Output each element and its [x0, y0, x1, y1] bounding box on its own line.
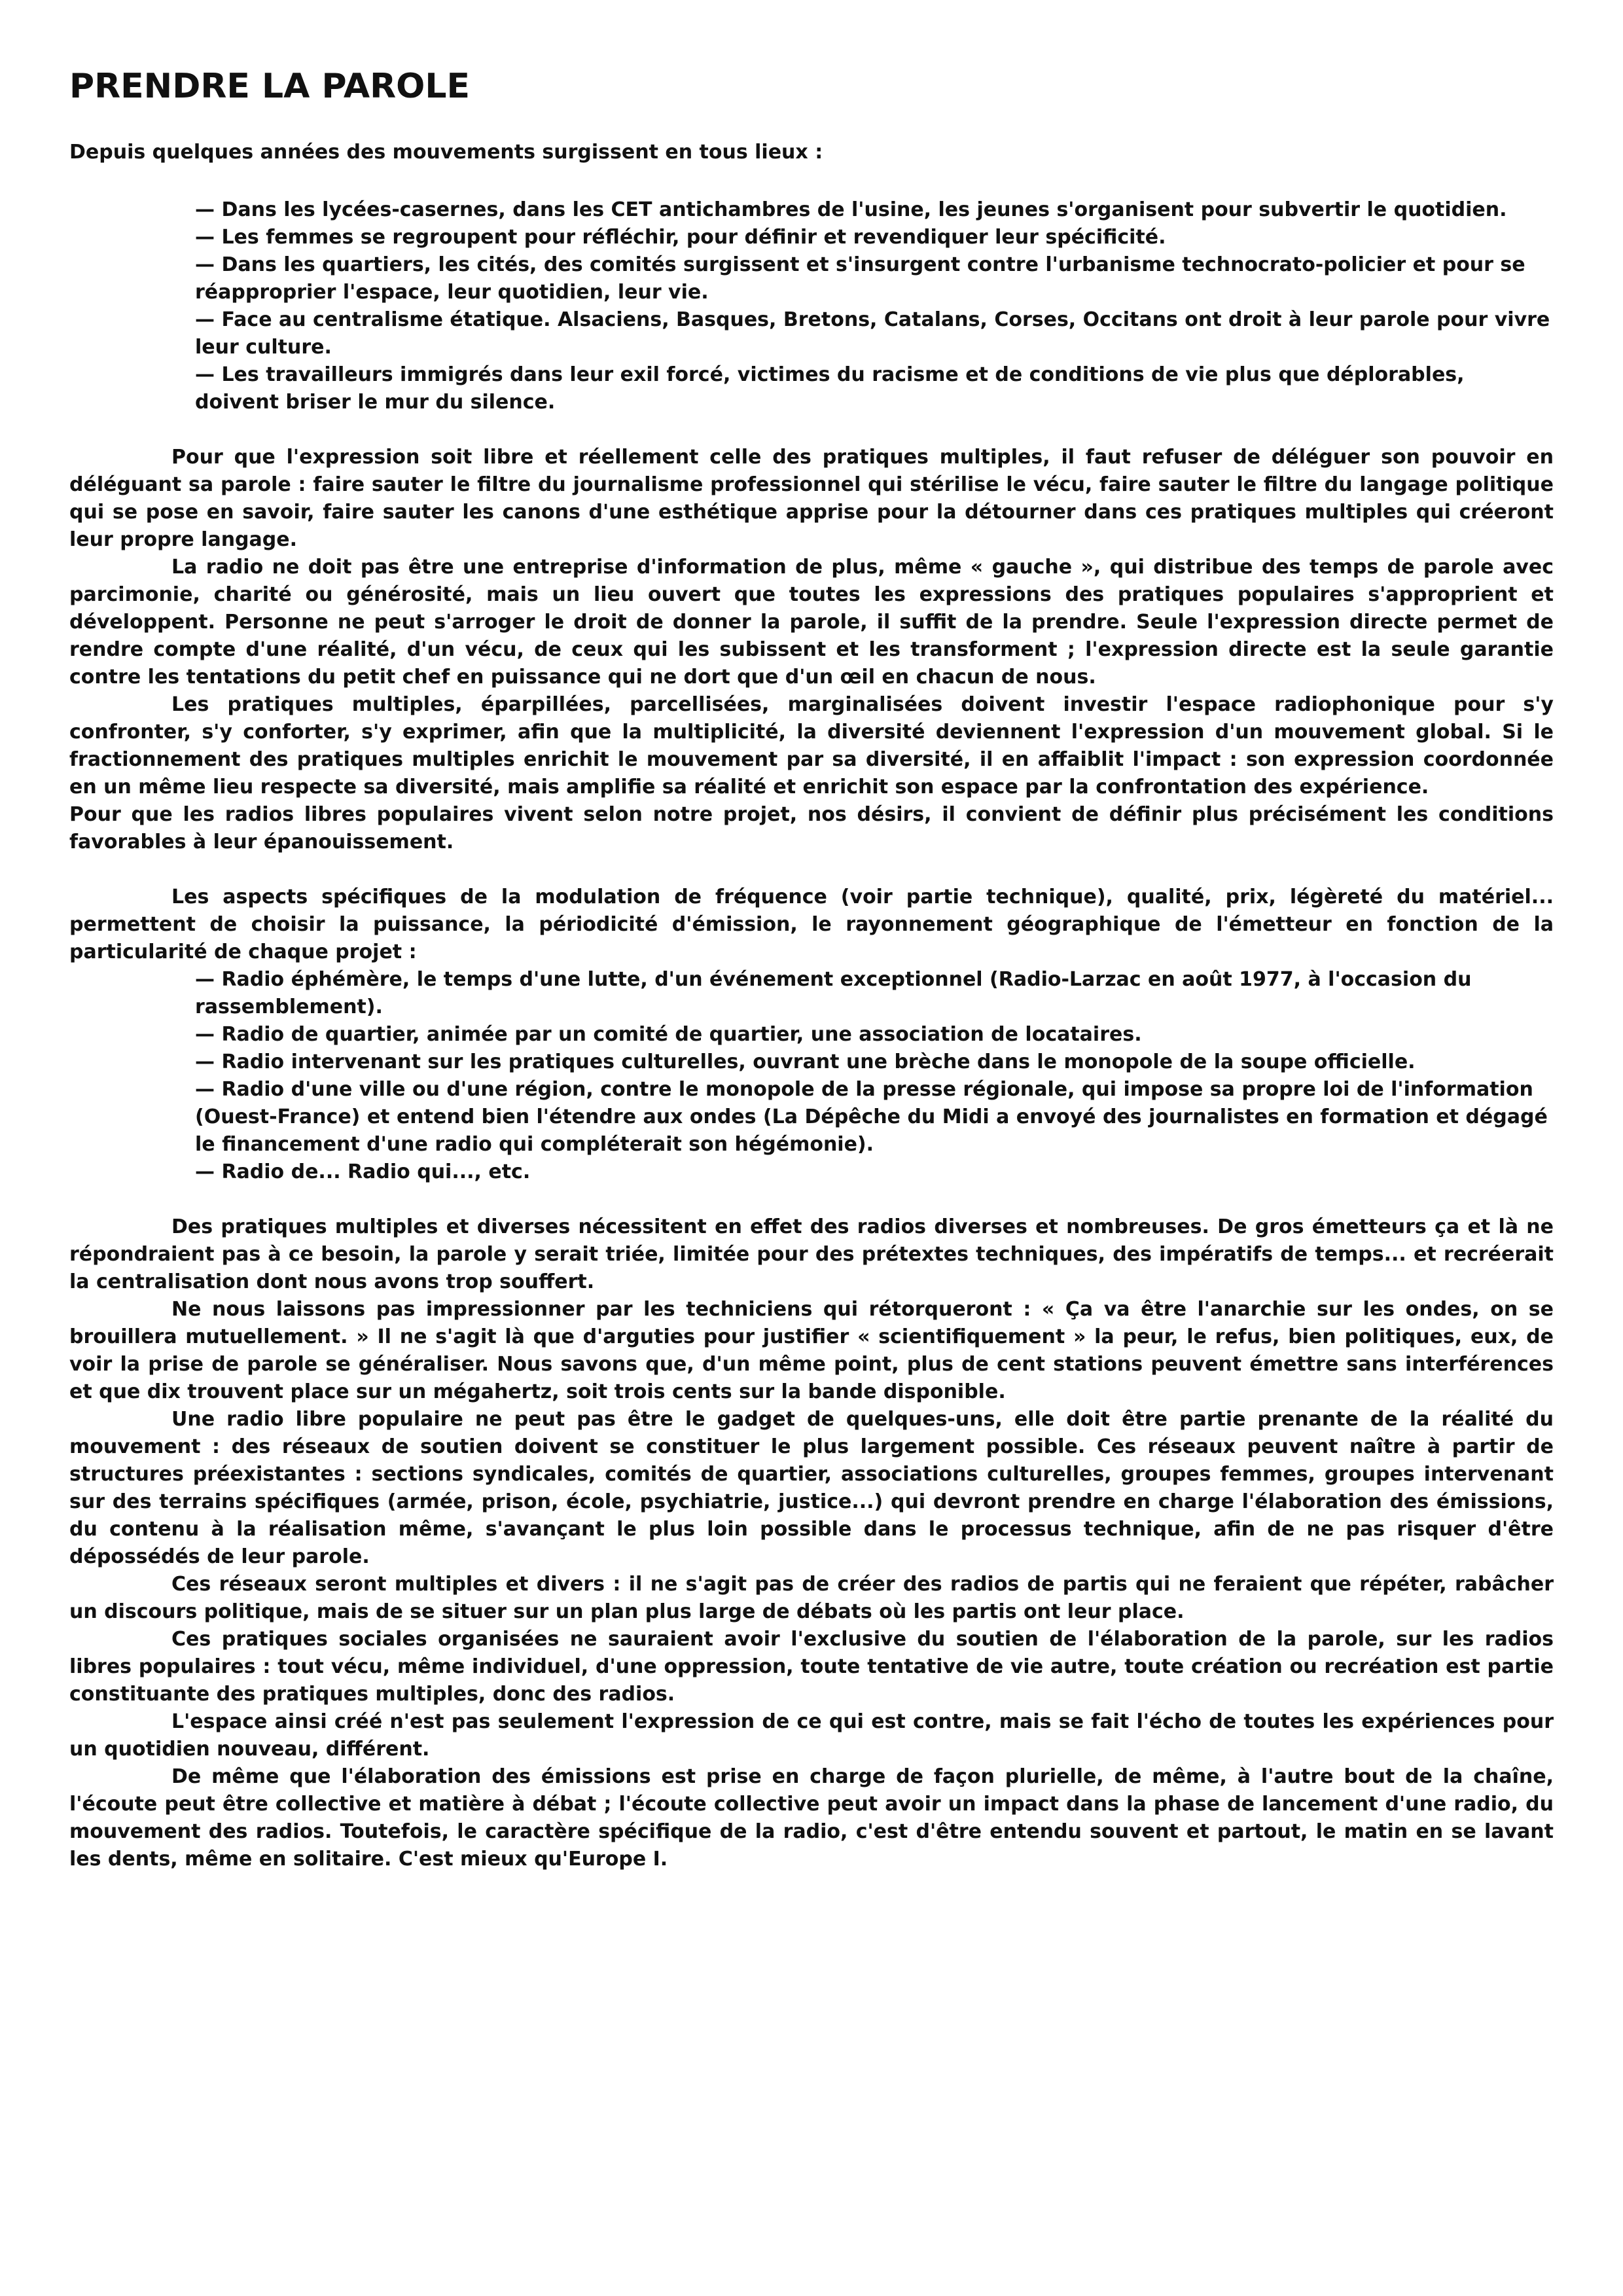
list-item: — Radio d'une ville ou d'une région, contre le monopole de la presse régionale, qui impose sa propre loi de l'information (Ouest-France) et entend bien l'étendre aux ondes (La Dépêche du Midi a envoyé des journalistes en formation et dégagé le financement d'une radio qui compléterait son hégémonie). — [195, 1078, 1548, 1156]
paragraph: Ces réseaux seront multiples et divers : il ne s'agit pas de créer des radios de partis qui ne feraient que répéter, rabâcher un discours politique, mais de se situer sur un plan plus large de débats où les partis ont leur place. — [69, 1573, 1554, 1623]
list-item: — Dans les lycées-casernes, dans les CET antichambres de l'usine, les jeunes s'organisent pour subvertir le quotidien. — [195, 198, 1507, 221]
page-title: PRENDRE LA PAROLE — [69, 67, 470, 106]
list-item: — Les femmes se regroupent pour réfléchir, pour définir et revendiquer leur spécificité. — [195, 226, 1166, 249]
paragraph: Une radio libre populaire ne peut pas être le gadget de quelques-uns, elle doit être partie prenante de la réalité du mouvement : des réseaux de soutien doivent se constituer le plus largement possible. Ces réseaux peuvent naître à partir de structures préexistantes : sections syndicales, comités de quartier, associations culturelles, groupes femmes, groupes intervenant sur des terrains spécifiques (armée, prison, école, psychiatrie, justice...) qui devront prendre en charge l'élaboration des émissions, du contenu à la réalisation même, s'avançant le plus loin possible dans le processus technique, afin de ne pas risquer d'être dépossédés de leur parole. — [69, 1408, 1554, 1568]
intro-paragraph: Depuis quelques années des mouvements surgissent en tous lieux : — [69, 141, 823, 164]
list-item: — Face au centralisme étatique. Alsaciens, Basques, Bretons, Catalans, Corses, Occitans ont droit à leur parole pour vivre leur culture. — [195, 308, 1550, 359]
paragraph: Ces pratiques sociales organisées ne sauraient avoir l'exclusive du soutien de l'élaboration de la parole, sur les radios libres populaires : tout vécu, même individuel, d'une oppression, toute tentative de vie autre, toute création ou recréation est partie constituante des pratiques multiples, donc des radios. — [69, 1628, 1554, 1706]
paragraph: L'espace ainsi créé n'est pas seulement l'expression de ce qui est contre, mais se fait l'écho de toutes les expériences pour un quotidien nouveau, différent. — [69, 1710, 1554, 1761]
document-page — [69, 65, 1554, 1873]
spacer — [69, 1186, 1554, 1213]
list-item: — Les travailleurs immigrés dans leur exil forcé, victimes du racisme et de conditions de vie plus que déplorables, doivent briser le mur du silence. — [195, 363, 1465, 414]
radio-types-list — [195, 966, 1554, 1186]
paragraph: Pour que l'expression soit libre et réellement celle des pratiques multiples, il faut refuser de déléguer son pouvoir en déléguant sa parole : faire sauter le filtre du journalisme professionnel qui stérilise le vécu, faire sauter le filtre du langage politique qui se pose en savoir, faire sauter les canons d'une esthétique apprise pour la détourner dans ces pratiques multiples qui créeront leur propre langage. — [69, 446, 1554, 551]
paragraph: Pour que les radios libres populaires vivent selon notre projet, nos désirs, il convient de définir plus précisément les conditions favorables à leur épanouissement. — [69, 803, 1554, 853]
paragraph: De même que l'élaboration des émissions est prise en charge de façon plurielle, de même, à l'autre bout de la chaîne, l'écoute peut être collective et matière à débat ; l'écoute collective peut avoir un impact dans la phase de lancement d'une radio, du mouvement des radios. Toutefois, le caractère spécifique de la radio, c'est d'être entendu souvent et partout, le matin en se lavant les dents, même en solitaire. C'est mieux qu'Europe I. — [69, 1765, 1554, 1871]
spacer — [69, 416, 1554, 444]
paragraph: La radio ne doit pas être une entreprise d'information de plus, même « gauche », qui distribue des temps de parole avec parcimonie, charité ou générosité, mais un lieu ouvert que toutes les expressions des pratiques populaires s'approprient et développent. Personne ne peut s'arroger le droit de donner la parole, il suffit de la prendre. Seule l'expression directe permet de rendre compte d'une réalité, d'un vécu, de ceux qui les subissent et les transforment ; l'expression directe est la seule garantie contre les tentations du petit chef en puissance qui ne dort que d'un œil en chacun de nous. — [69, 556, 1554, 689]
list-item: — Radio de... Radio qui..., etc. — [195, 1160, 531, 1183]
movements-list — [195, 196, 1554, 416]
list-item: — Dans les quartiers, les cités, des comités surgissent et s'insurgent contre l'urbanisme technocrato-policier et pour se réapproprier l'espace, leur quotidien, leur vie. — [195, 253, 1525, 304]
list-item: — Radio éphémère, le temps d'une lutte, d'un événement exceptionnel (Radio-Larzac en août 1977, à l'occasion du rassemblement). — [195, 968, 1472, 1018]
paragraph: Les aspects spécifiques de la modulation de fréquence (voir partie technique), qualité, prix, légèreté du matériel... permettent de choisir la puissance, la périodicité d'émission, le rayonnement géographique de l'émetteur en fonction de la particularité de chaque projet : — [69, 886, 1554, 963]
list-item: — Radio intervenant sur les pratiques culturelles, ouvrant une brèche dans le monopole de la soupe officielle. — [195, 1050, 1416, 1073]
list-item: — Radio de quartier, animée par un comité de quartier, une association de locataires. — [195, 1023, 1142, 1046]
paragraph: Les pratiques multiples, éparpillées, parcellisées, marginalisées doivent investir l'espace radiophonique pour s'y confronter, s'y conforter, s'y exprimer, afin que la multiplicité, la diversité deviennent l'expression d'un mouvement global. Si le fractionnement des pratiques multiples enrichit le mouvement par sa diversité, il en affaiblit l'impact : son expression coordonnée en un même lieu respecte sa diversité, mais amplifie sa réalité et enrichit son espace par la confrontation des expérience. — [69, 693, 1554, 798]
paragraph: Des pratiques multiples et diverses nécessitent en effet des radios diverses et nombreuses. De gros émetteurs ça et là ne répondraient pas à ce besoin, la parole y serait triée, limitée pour des prétextes techniques, des impératifs de temps... et recréerait la centralisation dont nous avons trop souffert. — [69, 1215, 1554, 1293]
paragraph: Ne nous laissons pas impressionner par les techniciens qui rétorqueront : « Ça va être l'anarchie sur les ondes, on se brouillera mutuellement. » Il ne s'agit là que d'arguties pour justifier « scientifiquement » la peur, le refus, bien politiques, eux, de voir la prise de parole se généraliser. Nous savons que, d'un même point, plus de cent stations peuvent émettre sans interférences et que dix trouvent place sur un mégahertz, soit trois cents sur la bande disponible. — [69, 1298, 1554, 1403]
spacer — [69, 856, 1554, 884]
